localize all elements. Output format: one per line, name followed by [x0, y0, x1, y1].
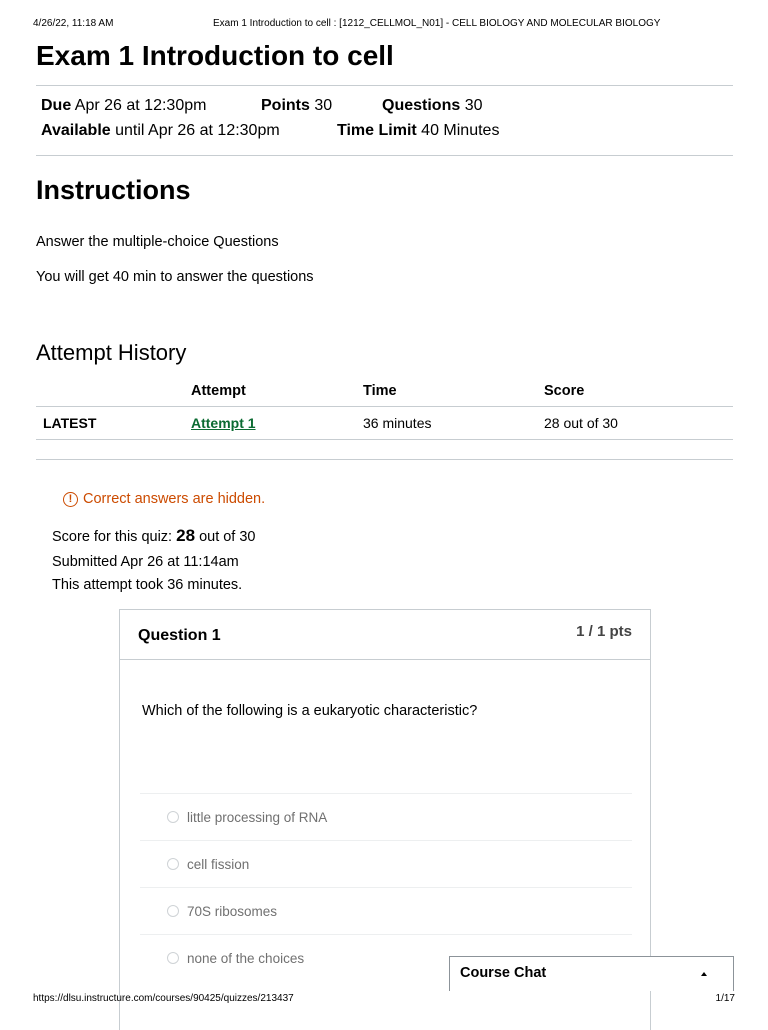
column-header-time: Time — [363, 380, 544, 407]
submitted-time: Submitted Apr 26 at 11:14am — [52, 554, 239, 570]
attempt-status: LATEST — [36, 407, 191, 440]
questions-label: Questions — [382, 97, 461, 114]
question-header — [120, 610, 650, 660]
instructions-line-1: Answer the multiple-choice Questions — [36, 234, 279, 250]
column-header-attempt: Attempt — [191, 380, 363, 407]
course-chat-title: Course Chat — [460, 965, 547, 981]
answer-list — [140, 793, 632, 981]
time-limit-value: 40 Minutes — [421, 122, 500, 139]
instructions-heading: Instructions — [36, 175, 191, 205]
points-value: 30 — [314, 97, 333, 114]
available-label: Available — [41, 122, 111, 139]
instructions-line-2: You will get 40 min to answer the questions — [36, 269, 314, 285]
attempt-1-link[interactable]: Attempt 1 — [191, 415, 256, 431]
course-chat-widget[interactable] — [449, 956, 734, 991]
question-title: Question 1 — [138, 627, 221, 644]
print-header — [33, 18, 735, 29]
question-text: Which of the following is a eukaryotic characteristic? — [142, 703, 478, 719]
divider — [36, 85, 733, 86]
print-page-number: 1/17 — [715, 993, 735, 1004]
quiz-score — [52, 526, 256, 546]
radio-icon[interactable] — [167, 858, 179, 870]
answer-label: cell fission — [187, 857, 250, 872]
attempt-history-heading: Attempt History — [36, 340, 187, 365]
points-label: Points — [261, 97, 310, 114]
attempt-duration: This attempt took 36 minutes. — [52, 577, 243, 593]
page-title: Exam 1 Introduction to cell — [36, 40, 394, 71]
question-points: 1 / 1 pts — [576, 623, 632, 640]
time-limit-label: Time Limit — [337, 122, 417, 139]
table-row — [36, 407, 733, 440]
column-header — [36, 380, 191, 407]
available-value: until Apr 26 at 12:30pm — [115, 122, 280, 139]
questions-value: 30 — [464, 97, 483, 114]
print-footer — [33, 993, 735, 1004]
table-header-row — [36, 380, 733, 407]
score-prefix: Score for this quiz: — [52, 529, 173, 545]
answer-option[interactable] — [140, 840, 632, 887]
answer-option[interactable] — [140, 793, 632, 840]
due-value: Apr 26 at 12:30pm — [74, 97, 207, 114]
attempt-history-table — [36, 380, 733, 440]
column-header-score: Score — [544, 380, 733, 407]
radio-icon[interactable] — [167, 905, 179, 917]
answer-label: none of the choices — [187, 951, 305, 966]
hidden-answers-notice — [63, 491, 265, 507]
score-value: 28 — [176, 526, 196, 545]
answer-label: little processing of RNA — [187, 810, 328, 825]
print-doc-title: Exam 1 Introduction to cell : [1212_CELLMOL_N01] - CELL BIOLOGY AND MOLECULAR BIOLOGY — [213, 18, 661, 29]
attempt-time: 36 minutes — [363, 407, 544, 440]
radio-icon[interactable] — [167, 952, 179, 964]
print-date: 4/26/22, 11:18 AM — [33, 18, 114, 29]
attempt-score: 28 out of 30 — [544, 407, 733, 440]
caret-up-icon[interactable] — [701, 972, 707, 976]
print-url: https://dlsu.instructure.com/courses/90425/quizzes/213437 — [33, 993, 294, 1004]
divider — [36, 155, 733, 156]
answer-label: 70S ribosomes — [187, 904, 278, 919]
warning-icon: ! — [63, 492, 78, 507]
answer-option[interactable] — [140, 887, 632, 934]
radio-icon[interactable] — [167, 811, 179, 823]
score-suffix: out of 30 — [199, 529, 256, 545]
due-label: Due — [41, 97, 72, 114]
divider — [36, 459, 733, 460]
hidden-answers-text: Correct answers are hidden. — [83, 491, 266, 507]
